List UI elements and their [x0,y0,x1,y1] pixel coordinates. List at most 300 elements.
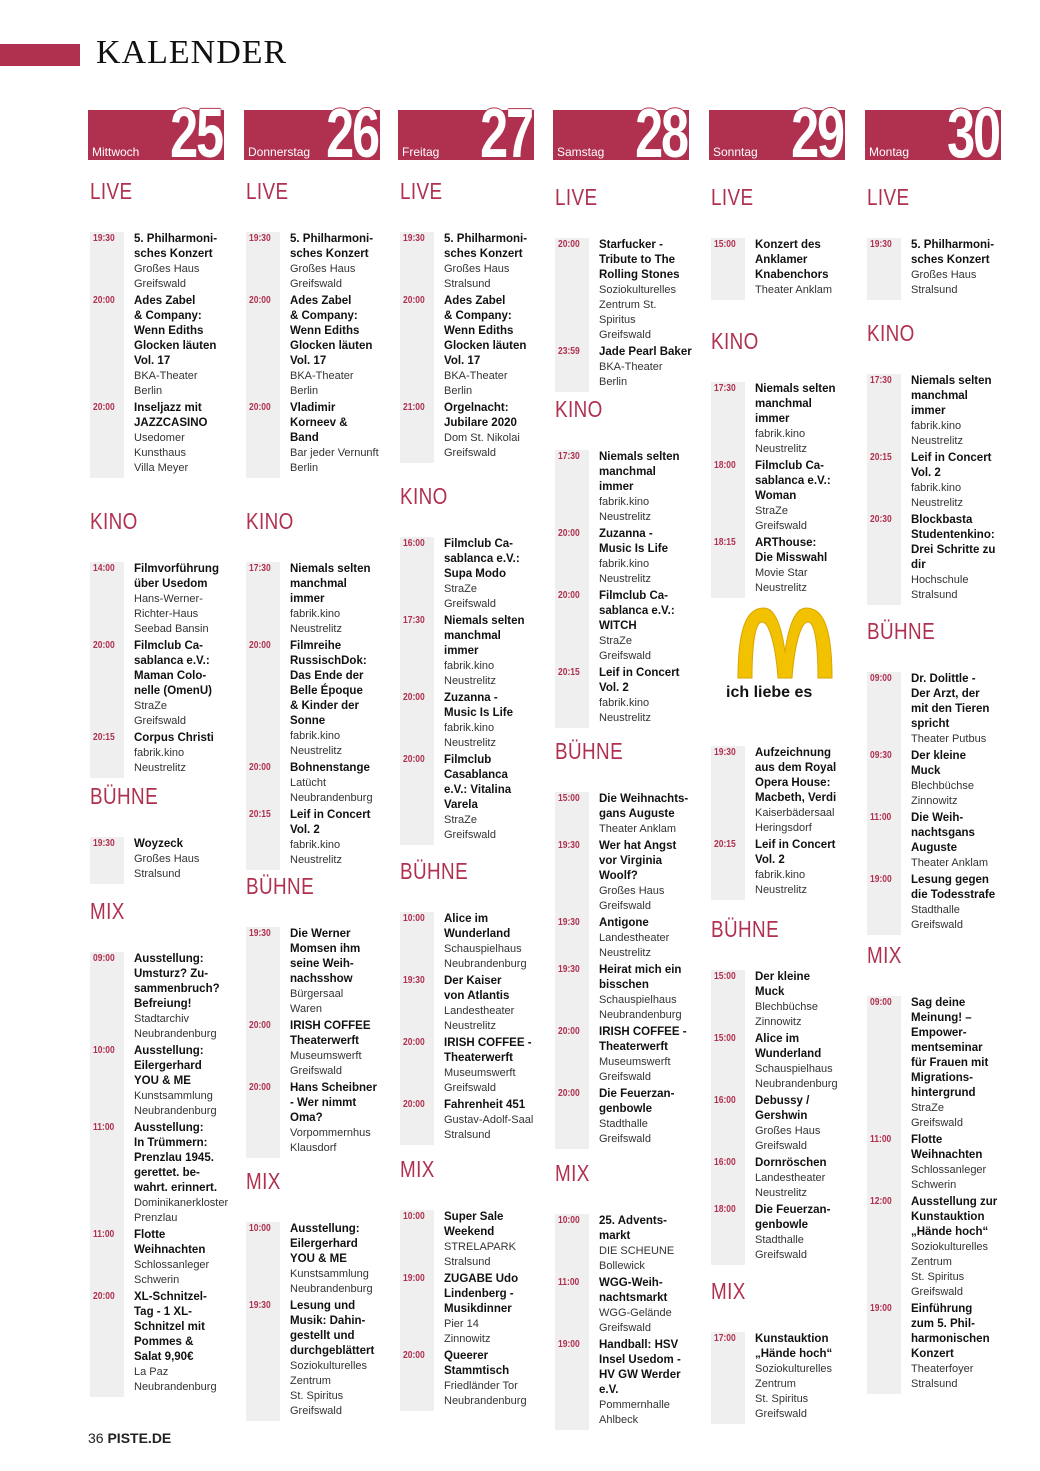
event-time: 09:30 [870,750,892,761]
event-title: Dr. Dolittle - Der Arzt, der mit den Tieren spricht [911,673,990,730]
event-venue: Neustrelitz [755,1187,807,1199]
event-entry [400,1349,538,1411]
event-entry [867,672,1005,749]
event-title: IRISH COFFEE - Theaterwerft [444,1037,532,1064]
event-venue: Klausdorf [290,1142,337,1154]
event-time: 20:00 [403,1350,425,1361]
event-time: 19:30 [403,975,425,986]
event-time: 20:15 [714,839,736,850]
brand-name: PISTE.DE [107,1430,172,1446]
event-title: Niemals selten manchmal immer [911,375,992,417]
section-heading: MIX [246,1168,281,1194]
event-venue: Theater Anklam [755,284,833,296]
event-venue: BKA-Theater [134,370,198,382]
section-heading: LIVE [867,184,910,210]
event-entry [90,232,228,294]
section-heading: LIVE [400,178,443,204]
day-number: 25 [170,98,222,166]
event-venue: Landestheater [444,1005,515,1017]
event-venue: Seebad Bansin [134,623,209,635]
event-time: 17:00 [714,1333,736,1344]
section-events [400,232,538,463]
section-heading: MIX [90,898,125,924]
event-title: Handball: HSV Insel Usedom - HV GW Werder e.V. [599,1339,681,1396]
event-time: 20:00 [403,754,425,765]
event-venue: WGG-Gelände [599,1307,672,1319]
event-time: 16:00 [714,1157,736,1168]
event-venue: Greifswald [911,1286,963,1298]
event-time: 19:30 [558,964,580,975]
event-entry [867,873,1005,935]
section-events [246,232,384,478]
event-venue: fabrik.kino [599,697,650,709]
event-entry [400,912,538,974]
event-venue: Pier 14 [444,1318,479,1330]
event-time: 20:00 [558,590,580,601]
day-header-freitag [398,98,534,166]
event-title: Niemals selten manchmal immer [755,383,836,425]
event-title: Leif in Concert Vol. 2 [290,809,371,836]
event-venue: Stralsund [911,589,958,601]
event-time: 20:00 [249,1020,271,1031]
event-entry [400,232,538,294]
event-venue: Schwerin [911,1179,957,1191]
event-venue: Neubrandenburg [134,1381,217,1393]
event-title: Die Weihnachts- gans Auguste [599,793,689,820]
event-title: Wer hat Angst vor Virginia Woolf? [599,840,677,882]
event-title: Lesung gegen die Todesstrafe [911,874,996,901]
event-entry [867,1195,1005,1302]
event-title: Der kleine Muck [911,750,966,777]
event-entry [400,753,538,845]
day-header-montag [865,98,1001,166]
event-time: 19:30 [249,233,271,244]
event-title: Kunstauktion „Hände hoch“ [755,1333,833,1360]
event-entry [867,811,1005,873]
event-venue: Neubrandenburg [599,1009,682,1021]
event-entry [246,761,384,808]
day-name: Samstag [557,145,605,159]
event-venue: Dominikanerkloster [134,1197,229,1209]
event-entry [400,1036,538,1098]
section-events [555,238,693,392]
event-time: 19:00 [870,874,892,885]
event-venue: St. Spiritus [911,1271,965,1283]
event-venue: Greifswald [599,1071,651,1083]
event-venue: Berlin [134,385,163,397]
event-title: Alice im Wunderland [755,1033,822,1060]
event-time: 18:15 [714,537,736,548]
event-title: Die Weih- nachtsgans Auguste [911,812,975,854]
event-entry [400,974,538,1036]
event-title: Flotte Weihnachten [134,1229,206,1256]
event-venue: Theater Putbus [911,733,987,745]
event-venue: Zinnowitz [755,1016,802,1028]
event-venue: Pommernhalle [599,1399,670,1411]
event-venue: Bollewick [599,1260,645,1272]
event-venue: Greifswald [444,829,496,841]
event-venue: StraZe [134,700,168,712]
event-venue: Landestheater [599,932,670,944]
event-title: Ausstellung: In Trümmern: Prenzlau 1945. gerettet. be- wahrt. erinnert. [134,1122,218,1194]
event-venue: Stralsund [911,284,958,296]
event-time: 16:00 [714,1095,736,1106]
event-time: 19:00 [403,1273,425,1284]
event-venue: Neubrandenburg [290,792,373,804]
section-events [867,996,1005,1394]
event-time: 11:00 [870,812,892,823]
event-venue: Großes Haus [290,263,356,275]
day-name: Sonntag [713,145,758,159]
event-entry [711,1203,849,1265]
event-entry [246,808,384,870]
event-venue: Museumswerft [599,1056,671,1068]
section-events [400,1210,538,1411]
event-entry [90,1121,228,1228]
event-venue: Greifswald [755,1249,807,1261]
day-number: 27 [480,98,532,166]
day-name: Donnerstag [248,145,311,159]
event-entry [555,527,693,589]
event-entry [246,294,384,401]
event-entry [555,1087,693,1149]
event-venue: Hans-Werner- [134,593,203,605]
event-venue: Neubrandenburg [444,958,527,970]
event-venue: Neustrelitz [599,573,651,585]
event-title: Sag deine Meinung! – Empower- mentseminar für Frauen mit Migrations- hintergrund [911,997,989,1099]
event-venue: Stralsund [134,868,181,880]
event-venue: Waren [290,1003,322,1015]
event-title: 5. Philharmoni- sches Konzert [911,239,995,266]
event-title: 5. Philharmoni- sches Konzert [134,233,218,260]
event-venue: Neubrandenburg [444,1395,527,1407]
event-venue: fabrik.kino [134,747,185,759]
event-venue: Schlossanleger [911,1164,987,1176]
event-time: 15:00 [558,793,580,804]
event-venue: Theaterfoyer [911,1363,974,1375]
event-title: Filmclub Ca- sablanca e.V.: Supa Modo [444,538,520,580]
section-heading: LIVE [555,184,598,210]
event-venue: Neustrelitz [755,884,807,896]
event-time: 20:00 [249,640,271,651]
event-title: ZUGABE Udo Lindenberg - Musikdinner [444,1273,519,1315]
event-venue: Schlossanleger [134,1259,210,1271]
event-time: 19:30 [870,239,892,250]
event-venue: Neubrandenburg [755,1078,838,1090]
event-title: Super Sale Weekend [444,1211,504,1238]
day-header-samstag [553,98,689,166]
event-time: 21:00 [403,402,425,413]
event-venue: Schwerin [134,1274,180,1286]
event-venue: fabrik.kino [444,660,495,672]
event-time: 16:00 [403,538,425,549]
event-title: Orgelnacht: Jubilare 2020 [444,402,517,429]
event-venue: Greifswald [290,1065,342,1077]
section-heading: LIVE [711,184,754,210]
event-venue: Stadthalle [911,904,960,916]
event-time: 20:00 [403,1037,425,1048]
event-venue: Kunstsammlung [134,1090,213,1102]
event-time: 11:00 [93,1122,115,1133]
event-title: Ades Zabel & Company: Wenn Ediths Glocken läuten Vol. 17 [134,295,217,367]
page-number: 36 [88,1430,104,1446]
section-heading: KINO [90,508,138,534]
event-venue: StraZe [599,635,633,647]
event-venue: Greifswald [599,329,651,341]
event-title: Filmclub Ca- sablanca e.V.: Maman Colo- nelle (OmenU) [134,640,212,697]
event-entry [867,451,1005,513]
event-venue: St. Spiritus [755,1393,809,1405]
section-heading: MIX [711,1278,746,1304]
event-venue: Usedomer [134,432,185,444]
event-time: 20:00 [93,640,115,651]
event-venue: fabrik.kino [444,722,495,734]
event-title: IRISH COFFEE Theaterwerft [290,1020,371,1047]
event-entry [711,838,849,900]
event-venue: St. Spiritus [290,1390,344,1402]
event-entry [555,238,693,345]
event-venue: Ahlbeck [599,1414,639,1426]
event-venue: Zentrum [911,1256,952,1268]
event-venue: Großes Haus [911,269,977,281]
event-time: 15:00 [714,1033,736,1044]
event-title: Bohnenstange [290,762,370,774]
section-heading: BÜHNE [90,783,159,809]
event-time: 18:00 [714,1204,736,1215]
event-venue: Hochschule [911,574,969,586]
event-title: Filmreihe RussischDok: Das Ende der Belle Époque & Kinder der Sonne [290,640,367,727]
event-title: Zuzanna - Music Is Life [444,692,514,719]
event-venue: Neustrelitz [599,511,651,523]
event-venue: Stadthalle [599,1118,648,1130]
event-venue: STRELAPARK [444,1241,516,1253]
event-entry [400,1210,538,1272]
logo-slogan: ich liebe es [726,684,813,701]
event-title: Ausstellung zur Kunstauktion „Hände hoch“ [911,1196,998,1238]
event-time: 10:00 [249,1223,271,1234]
section-events [555,1214,693,1430]
event-time: 20:00 [93,402,115,413]
event-venue: Schauspielhaus [755,1063,833,1075]
day-header-donnerstag [244,98,380,166]
event-venue: Heringsdorf [755,822,812,834]
event-time: 20:00 [249,1082,271,1093]
event-time: 20:15 [93,732,115,743]
event-venue: fabrik.kino [290,730,341,742]
event-time: 19:00 [870,1303,892,1314]
event-title: Aufzeichnung aus dem Royal Opera House: Macbeth, Verdi [755,747,837,804]
section-events [867,238,1005,300]
event-venue: Zinnowitz [911,795,958,807]
event-title: Filmclub Ca- sablanca e.V.: WITCH [599,590,675,632]
event-time: 19:30 [249,928,271,939]
day-number: 28 [635,98,687,166]
page-footer [88,1430,171,1446]
event-venue: Großes Haus [134,263,200,275]
section-events [246,562,384,870]
event-title: Niemals selten manchmal immer [290,563,371,605]
event-title: Niemals selten manchmal immer [444,615,525,657]
event-venue: Neustrelitz [755,443,807,455]
event-title: 5. Philharmoni- sches Konzert [290,233,374,260]
event-title: Leif in Concert Vol. 2 [911,452,992,479]
event-venue: Berlin [290,462,319,474]
event-time: 19:30 [558,840,580,851]
section-events [400,912,538,1145]
day-number: 29 [791,98,843,166]
event-time: 20:30 [870,514,892,525]
event-entry [90,401,228,478]
event-venue: Zinnowitz [444,1333,491,1345]
section-events [867,672,1005,935]
event-entry [555,666,693,728]
event-title: Vladimir Korneev & Band [290,402,348,444]
event-venue: StraZe [755,505,789,517]
event-entry [555,916,693,963]
day-name: Montag [869,145,910,159]
event-time: 14:00 [93,563,115,574]
event-title: Antigone [599,917,649,929]
event-time: 11:00 [558,1277,580,1288]
section-heading: BÜHNE [246,873,315,899]
event-time: 17:30 [558,451,580,462]
day-name: Freitag [402,145,440,159]
event-venue: Stadthalle [755,1234,804,1246]
event-time: 17:30 [714,383,736,394]
event-time: 09:00 [870,673,892,684]
section-heading: BÜHNE [555,738,624,764]
event-time: 20:00 [93,295,115,306]
event-venue: Greifswald [599,1133,651,1145]
event-venue: Blechbüchse [755,1001,818,1013]
section-events [711,238,849,300]
event-venue: Neustrelitz [444,675,496,687]
event-time: 11:00 [93,1229,115,1240]
event-entry [246,1019,384,1081]
event-venue: Dom St. Nikolai [444,432,520,444]
section-heading: KINO [400,483,448,509]
event-venue: Greifswald [290,1405,342,1417]
event-entry [90,562,228,639]
event-title: Die Feuerzan- genbowle [755,1204,831,1231]
event-title: Corpus Christi [134,732,214,744]
event-title: Fahrenheit 451 [444,1099,526,1111]
section-events [555,450,693,728]
section-events [90,837,228,884]
event-entry [555,345,693,392]
event-entry [400,401,538,463]
event-venue: fabrik.kino [599,496,650,508]
event-venue: Blechbüchse [911,780,974,792]
event-time: 12:00 [870,1196,892,1207]
event-title: XL-Schnitzel- Tag - 1 XL- Schnitzel mit Pommes & Salat 9,90€ [134,1291,207,1363]
event-venue: Friedländer Tor [444,1380,518,1392]
event-entry [711,382,849,459]
event-venue: Neubrandenburg [134,1105,217,1117]
event-entry [246,562,384,639]
event-title: WGG-Weih- nachtsmarkt [599,1277,668,1304]
event-title: Ades Zabel & Company: Wenn Ediths Glocken läuten Vol. 17 [444,295,527,367]
event-venue: Berlin [444,385,473,397]
event-venue: Zentrum [290,1375,331,1387]
section-heading: KINO [555,396,603,422]
event-entry [90,639,228,731]
event-venue: fabrik.kino [755,428,806,440]
event-entry [867,513,1005,605]
event-venue: Theater Anklam [599,823,677,835]
event-entry [90,294,228,401]
event-title: Jade Pearl Baker [599,346,692,358]
event-venue: Greifswald [444,1082,496,1094]
event-title: Zuzanna - Music Is Life [599,528,669,555]
event-entry [555,1338,693,1430]
event-venue: Soziokulturelles [755,1363,833,1375]
event-time: 10:00 [403,913,425,924]
event-venue: Greifswald [290,278,342,290]
event-venue: Bar jeder Vernunft [290,447,379,459]
event-title: Hans Scheibner - Wer nimmt Oma? [290,1082,377,1124]
event-time: 20:00 [93,1291,115,1302]
event-venue: Richter-Haus [134,608,199,620]
event-venue: Prenzlau [134,1212,178,1224]
event-time: 10:00 [403,1211,425,1222]
event-venue: Neustrelitz [599,712,651,724]
event-time: 19:30 [249,1300,271,1311]
event-venue: Kaiserbädersaal [755,807,835,819]
event-entry [400,537,538,614]
event-entry [555,589,693,666]
event-title: Filmclub Casablanca e.V.: Vitalina Varela [444,754,512,811]
event-title: Leif in Concert Vol. 2 [599,667,680,694]
event-entry [90,1044,228,1121]
section-heading: LIVE [246,178,289,204]
section-events [90,232,228,478]
event-entry [711,1156,849,1203]
event-time: 15:00 [714,971,736,982]
section-events [711,1332,849,1424]
event-venue: Landestheater [755,1172,826,1184]
event-venue: fabrik.kino [599,558,650,570]
event-venue: Greifswald [599,650,651,662]
event-entry [867,238,1005,300]
section-events [246,927,384,1158]
event-title: Der Kaiser von Atlantis [444,975,510,1002]
event-venue: Greifswald [755,520,807,532]
event-time: 19:30 [93,233,115,244]
event-title: 25. Advents- markt [599,1215,667,1242]
event-time: 10:00 [558,1215,580,1226]
section-heading: KINO [711,328,759,354]
section-events [90,562,228,778]
section-heading: BÜHNE [400,858,469,884]
event-venue: Theater Anklam [911,857,989,869]
section-heading: MIX [400,1156,435,1182]
event-title: Debussy / Gershwin [755,1095,810,1122]
event-entry [867,1133,1005,1195]
event-venue: La Paz [134,1366,169,1378]
event-venue: Großes Haus [134,853,200,865]
event-venue: Neustrelitz [911,435,963,447]
event-venue: Greifswald [599,1322,651,1334]
event-entry [711,746,849,838]
event-title: Ausstellung: Umsturz? Zu- sammenbruch? Befreiung! [134,953,220,1010]
section-events [90,952,228,1397]
event-title: Heirat mich ein bisschen [599,964,682,991]
event-title: Filmclub Ca- sablanca e.V.: Woman [755,460,831,502]
event-venue: Bürgersaal [290,988,344,1000]
event-title: Blockbasta Studentenkino: Drei Schritte zu dir [911,514,996,571]
day-number: 26 [326,98,378,166]
